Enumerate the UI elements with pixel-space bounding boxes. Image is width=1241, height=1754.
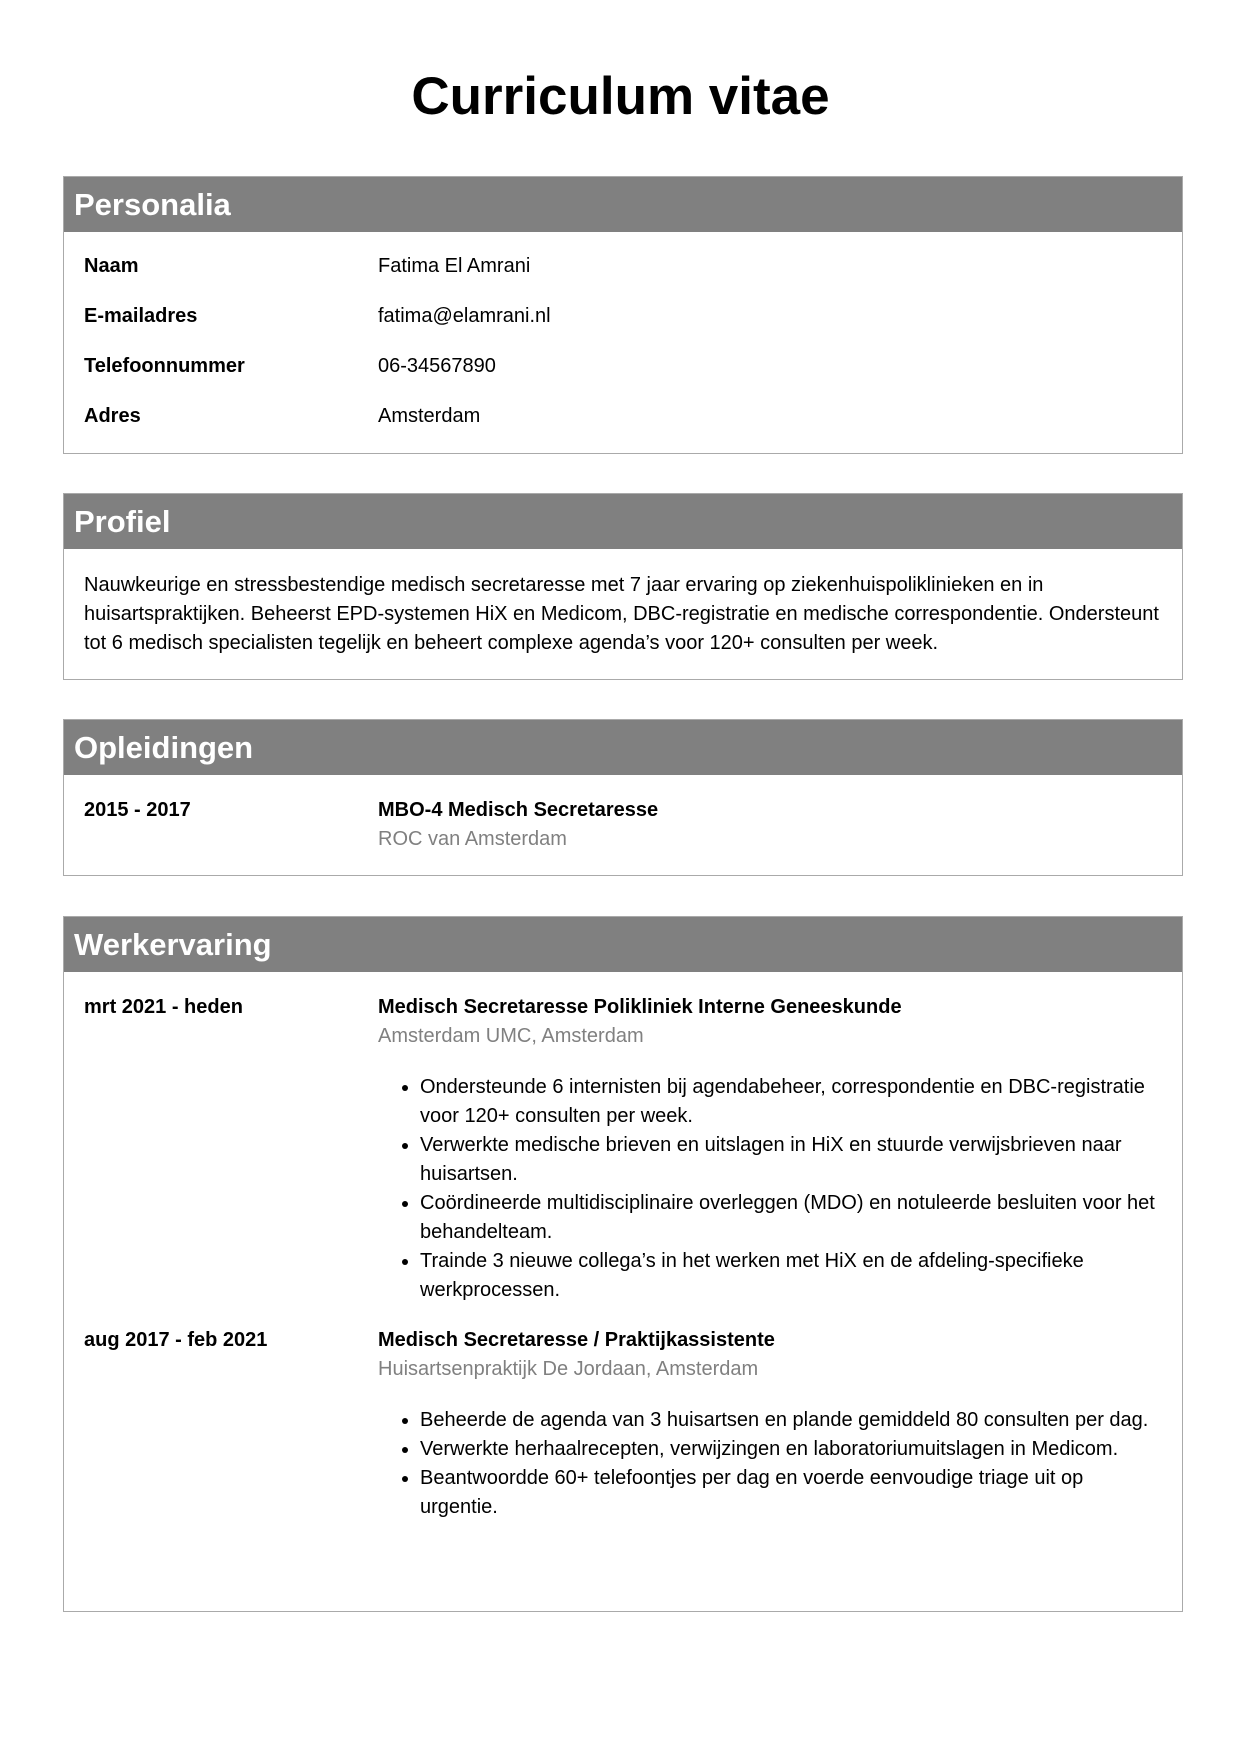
experience-details: [378, 993, 1182, 1305]
personalia-row-naam: [64, 254, 1182, 304]
field-value-phone: 06-34567890: [378, 355, 496, 377]
task-list: [378, 1406, 1162, 1522]
section-heading-profiel: Profiel: [64, 494, 1182, 549]
list-item: • Coördineerde multidisciplinaire overleggen (MDO) en notuleerde besluiten voor het behandelteam.: [420, 1189, 1162, 1247]
section-profiel: [63, 493, 1183, 680]
personalia-row-adres: [64, 404, 1182, 454]
education-body: [64, 775, 1182, 854]
list-item: • Ondersteunde 6 internisten bij agendabeheer, correspondentie en DBC-registratie voor 120+ consulten per week.: [420, 1073, 1162, 1131]
personalia-row-telefoon: [64, 354, 1182, 404]
employer: Huisartsenpraktijk De Jordaan, Amsterdam: [378, 1358, 759, 1380]
experience-body: [64, 972, 1182, 1522]
profile-text: Nauwkeurige en stressbestendige medisch secretaresse met 7 jaar ervaring op ziekenhuispoliklinieken en in huisartspraktijken. Beheerst EPD-systemen HiX en Medicom, DBC-registratie en medische correspondentie. Ondersteunt tot 6 medisch specialisten tegelijk en beheert complexe agenda’s voor 120+ consulten per week.: [84, 574, 1159, 654]
education-period: 2015 - 2017: [84, 799, 191, 821]
education-details: [378, 796, 1182, 854]
experience-entry: [64, 1326, 1182, 1522]
job-title: Medisch Secretaresse Polikliniek Interne Geneeskunde: [378, 996, 902, 1018]
list-item: • Verwerkte herhaalrecepten, verwijzingen en laboratoriumuitslagen in Medicom.: [420, 1435, 1162, 1464]
list-item: • Beantwoordde 60+ telefoontjes per dag en voerde eenvoudige triage uit op urgentie.: [420, 1464, 1162, 1522]
field-label: Naam: [84, 255, 139, 277]
field-value-address: Amsterdam: [378, 405, 481, 427]
education-entry: [64, 796, 1182, 854]
section-heading-werkervaring: Werkervaring: [64, 917, 1182, 972]
experience-entry: [64, 993, 1182, 1305]
section-personalia: [63, 176, 1183, 454]
field-value-email: fatima@elamrani.nl: [378, 305, 551, 327]
experience-period: aug 2017 - feb 2021: [84, 1329, 268, 1351]
experience-details: [378, 1326, 1182, 1522]
list-item: • Trainde 3 nieuwe collega’s in het werken met HiX en de afdeling-specifieke werkprocessen.: [420, 1247, 1162, 1305]
field-label: Adres: [84, 405, 141, 427]
section-werkervaring: [63, 916, 1183, 1612]
field-label: E-mailadres: [84, 305, 198, 327]
education-title: MBO-4 Medisch Secretaresse: [378, 799, 659, 821]
field-value-name: Fatima El Amrani: [378, 255, 531, 277]
education-row: [64, 796, 1182, 854]
task-list: [378, 1073, 1162, 1305]
employer: Amsterdam UMC, Amsterdam: [378, 1025, 644, 1047]
experience-row: [64, 1326, 1182, 1522]
experience-period: mrt 2021 - heden: [84, 996, 243, 1018]
section-opleidingen: [63, 719, 1183, 876]
experience-row: [64, 993, 1182, 1305]
page-title: Curriculum vitae: [411, 67, 830, 126]
education-institution: ROC van Amsterdam: [378, 828, 567, 850]
list-item: • Beheerde de agenda van 3 huisartsen en plande gemiddeld 80 consulten per dag.: [420, 1406, 1162, 1435]
section-heading-opleidingen: Opleidingen: [64, 720, 1182, 775]
list-item: • Verwerkte medische brieven en uitslagen in HiX en stuurde verwijsbrieven naar huisartsen.: [420, 1131, 1162, 1189]
personalia-row-email: [64, 304, 1182, 354]
personalia-body: [64, 232, 1182, 454]
job-title: Medisch Secretaresse / Praktijkassistente: [378, 1329, 775, 1351]
section-heading-personalia: Personalia: [64, 177, 1182, 232]
field-label: Telefoonnummer: [84, 355, 245, 377]
